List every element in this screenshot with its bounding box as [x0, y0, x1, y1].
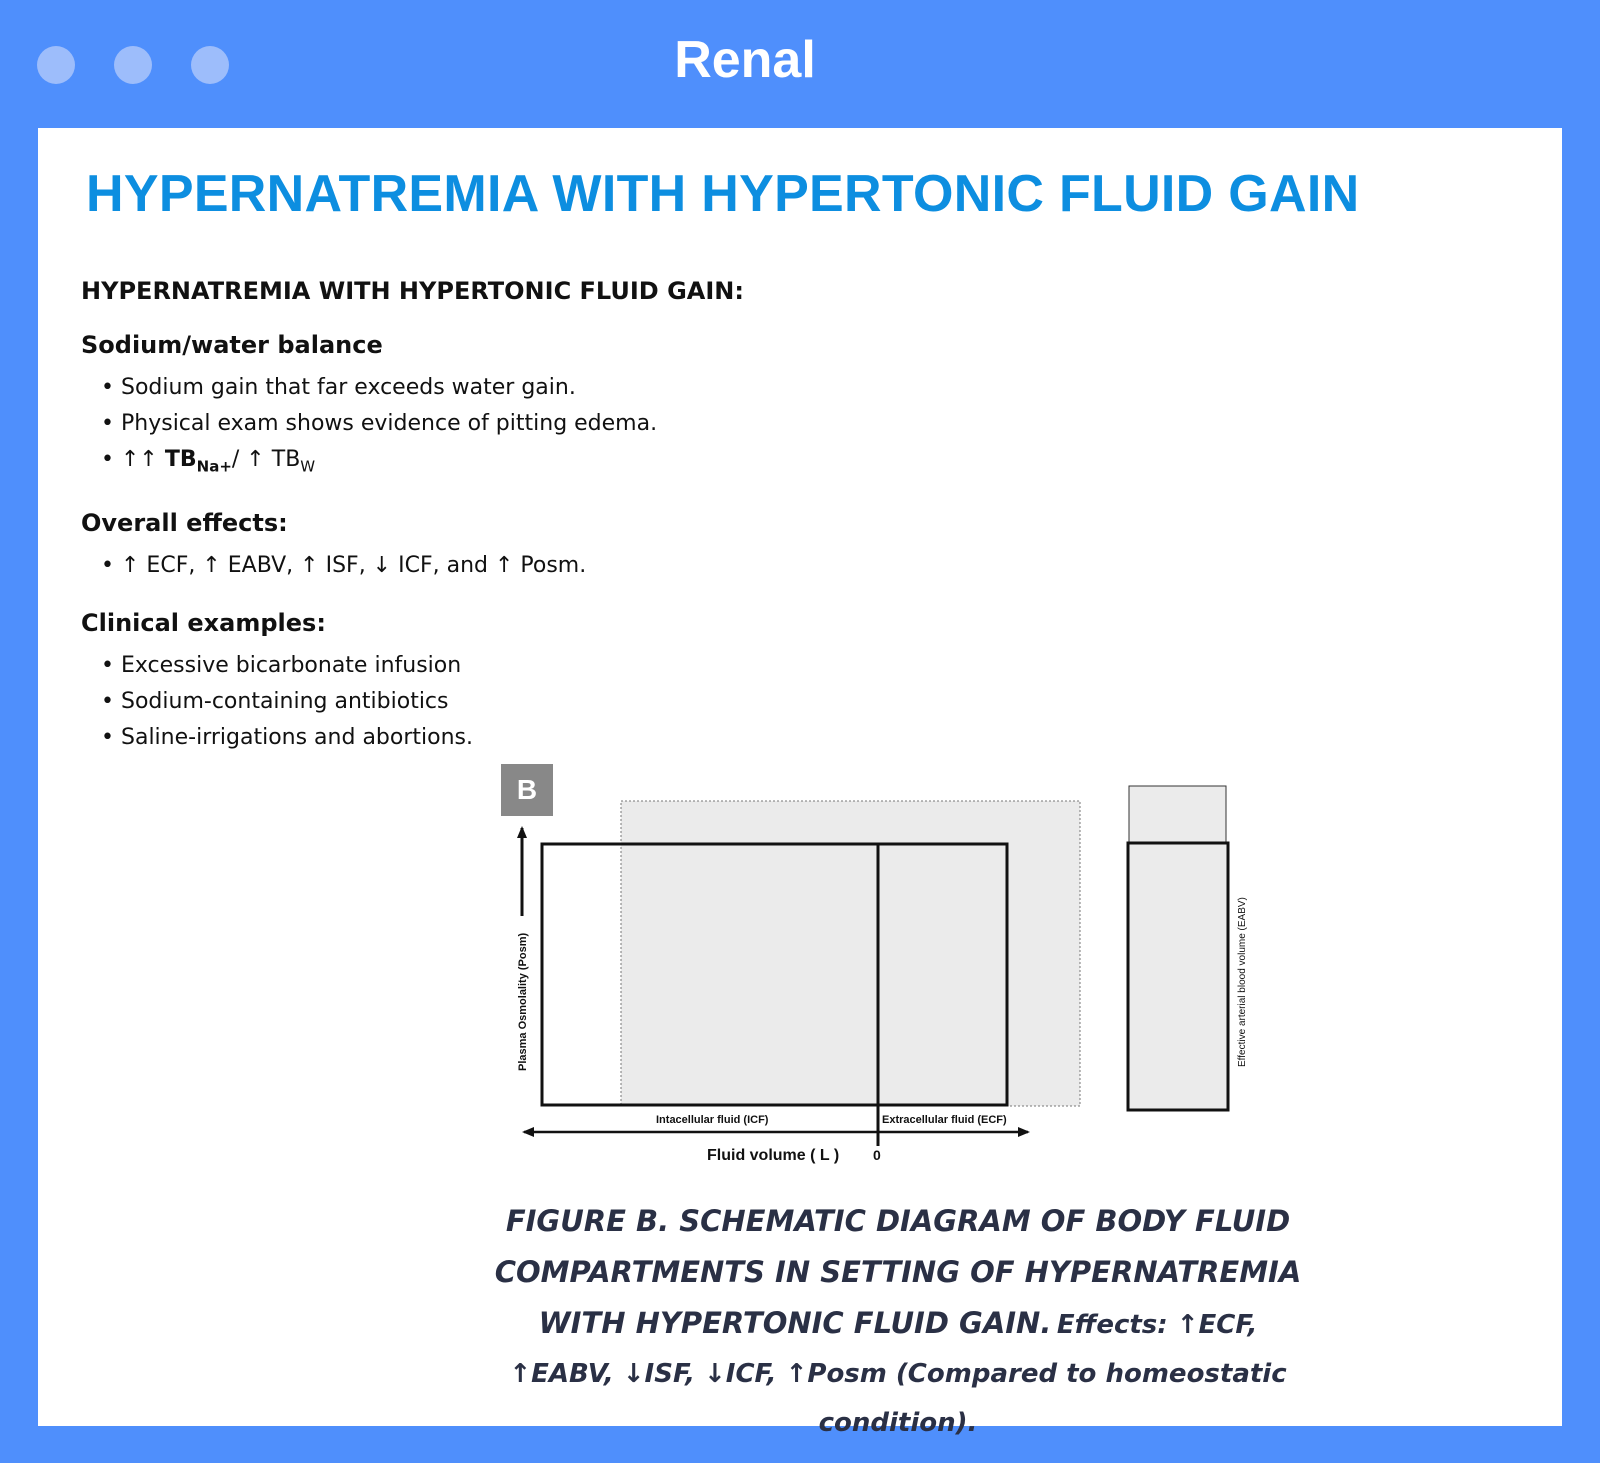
- title-bar: [0, 0, 1600, 128]
- list-item: • Sodium gain that far exceeds water gain.: [101, 370, 781, 406]
- eabv-expansion: [1129, 786, 1226, 844]
- list-item: • Physical exam shows evidence of pitting edema.: [101, 406, 781, 442]
- section-heading-balance: Sodium/water balance: [81, 331, 383, 359]
- ecf-label: Extracellular fluid (ECF): [882, 1114, 1007, 1126]
- icf-label: Intacellular fluid (ICF): [656, 1114, 769, 1126]
- zero-label: 0: [873, 1147, 881, 1163]
- formula-separator: / ↑: [231, 447, 272, 472]
- caption-main: FIGURE B. SCHEMATIC DIAGRAM OF BODY FLUID COMPARTMENTS IN SETTING OF HYPERNATREMIA WITH HYPERTONIC FLUID GAIN.: [494, 1204, 1302, 1340]
- y-axis-label: Plasma Osmolality (Posm): [517, 932, 529, 1071]
- formula-prefix: ↑↑: [121, 447, 165, 472]
- formula-item: [101, 442, 781, 484]
- figure-caption: [490, 1198, 1306, 1449]
- article-body: [81, 276, 781, 756]
- section-heading-effects: Overall effects:: [81, 509, 288, 538]
- eabv-label: Effective arterial blood volume (EABV): [1237, 897, 1248, 1067]
- main-heading: HYPERNATREMIA WITH HYPERTONIC FLUID GAIN:: [81, 277, 744, 305]
- window-title: Renal: [674, 31, 816, 89]
- tb-na: $TB_{Na+}$: [164, 447, 232, 476]
- expanded-volume-area: [621, 801, 1080, 1106]
- tb-w: $TB_W$: [271, 447, 316, 476]
- fluid-compartment-diagram: [508, 778, 1298, 1198]
- examples-list: [101, 648, 781, 756]
- x-axis-label: Fluid volume ( L ): [707, 1147, 840, 1164]
- list-item: • Saline-irrigations and abortions.: [101, 720, 781, 756]
- list-item: • Sodium-containing antibiotics: [101, 684, 781, 720]
- effects-list: [101, 548, 781, 584]
- list-item: • ↑ ECF, ↑ EABV, ↑ ISF, ↓ ICF, and ↑ Posm.: [101, 548, 781, 584]
- page-title: HYPERNATREMIA WITH HYPERTONIC FLUID GAIN: [86, 165, 1360, 223]
- balance-list: [101, 370, 781, 484]
- list-item: • Excessive bicarbonate infusion: [101, 648, 781, 684]
- figure-tag: B: [501, 764, 553, 816]
- eabv-column: [1128, 843, 1228, 1110]
- section-heading-examples: Clinical examples:: [81, 609, 326, 638]
- caption-effects: Effects: ↑ECF, ↑EABV, ↓ISF, ↓ICF, ↑Posm (Compared to homeostatic condition).: [509, 1310, 1287, 1438]
- content-panel: [38, 128, 1562, 1438]
